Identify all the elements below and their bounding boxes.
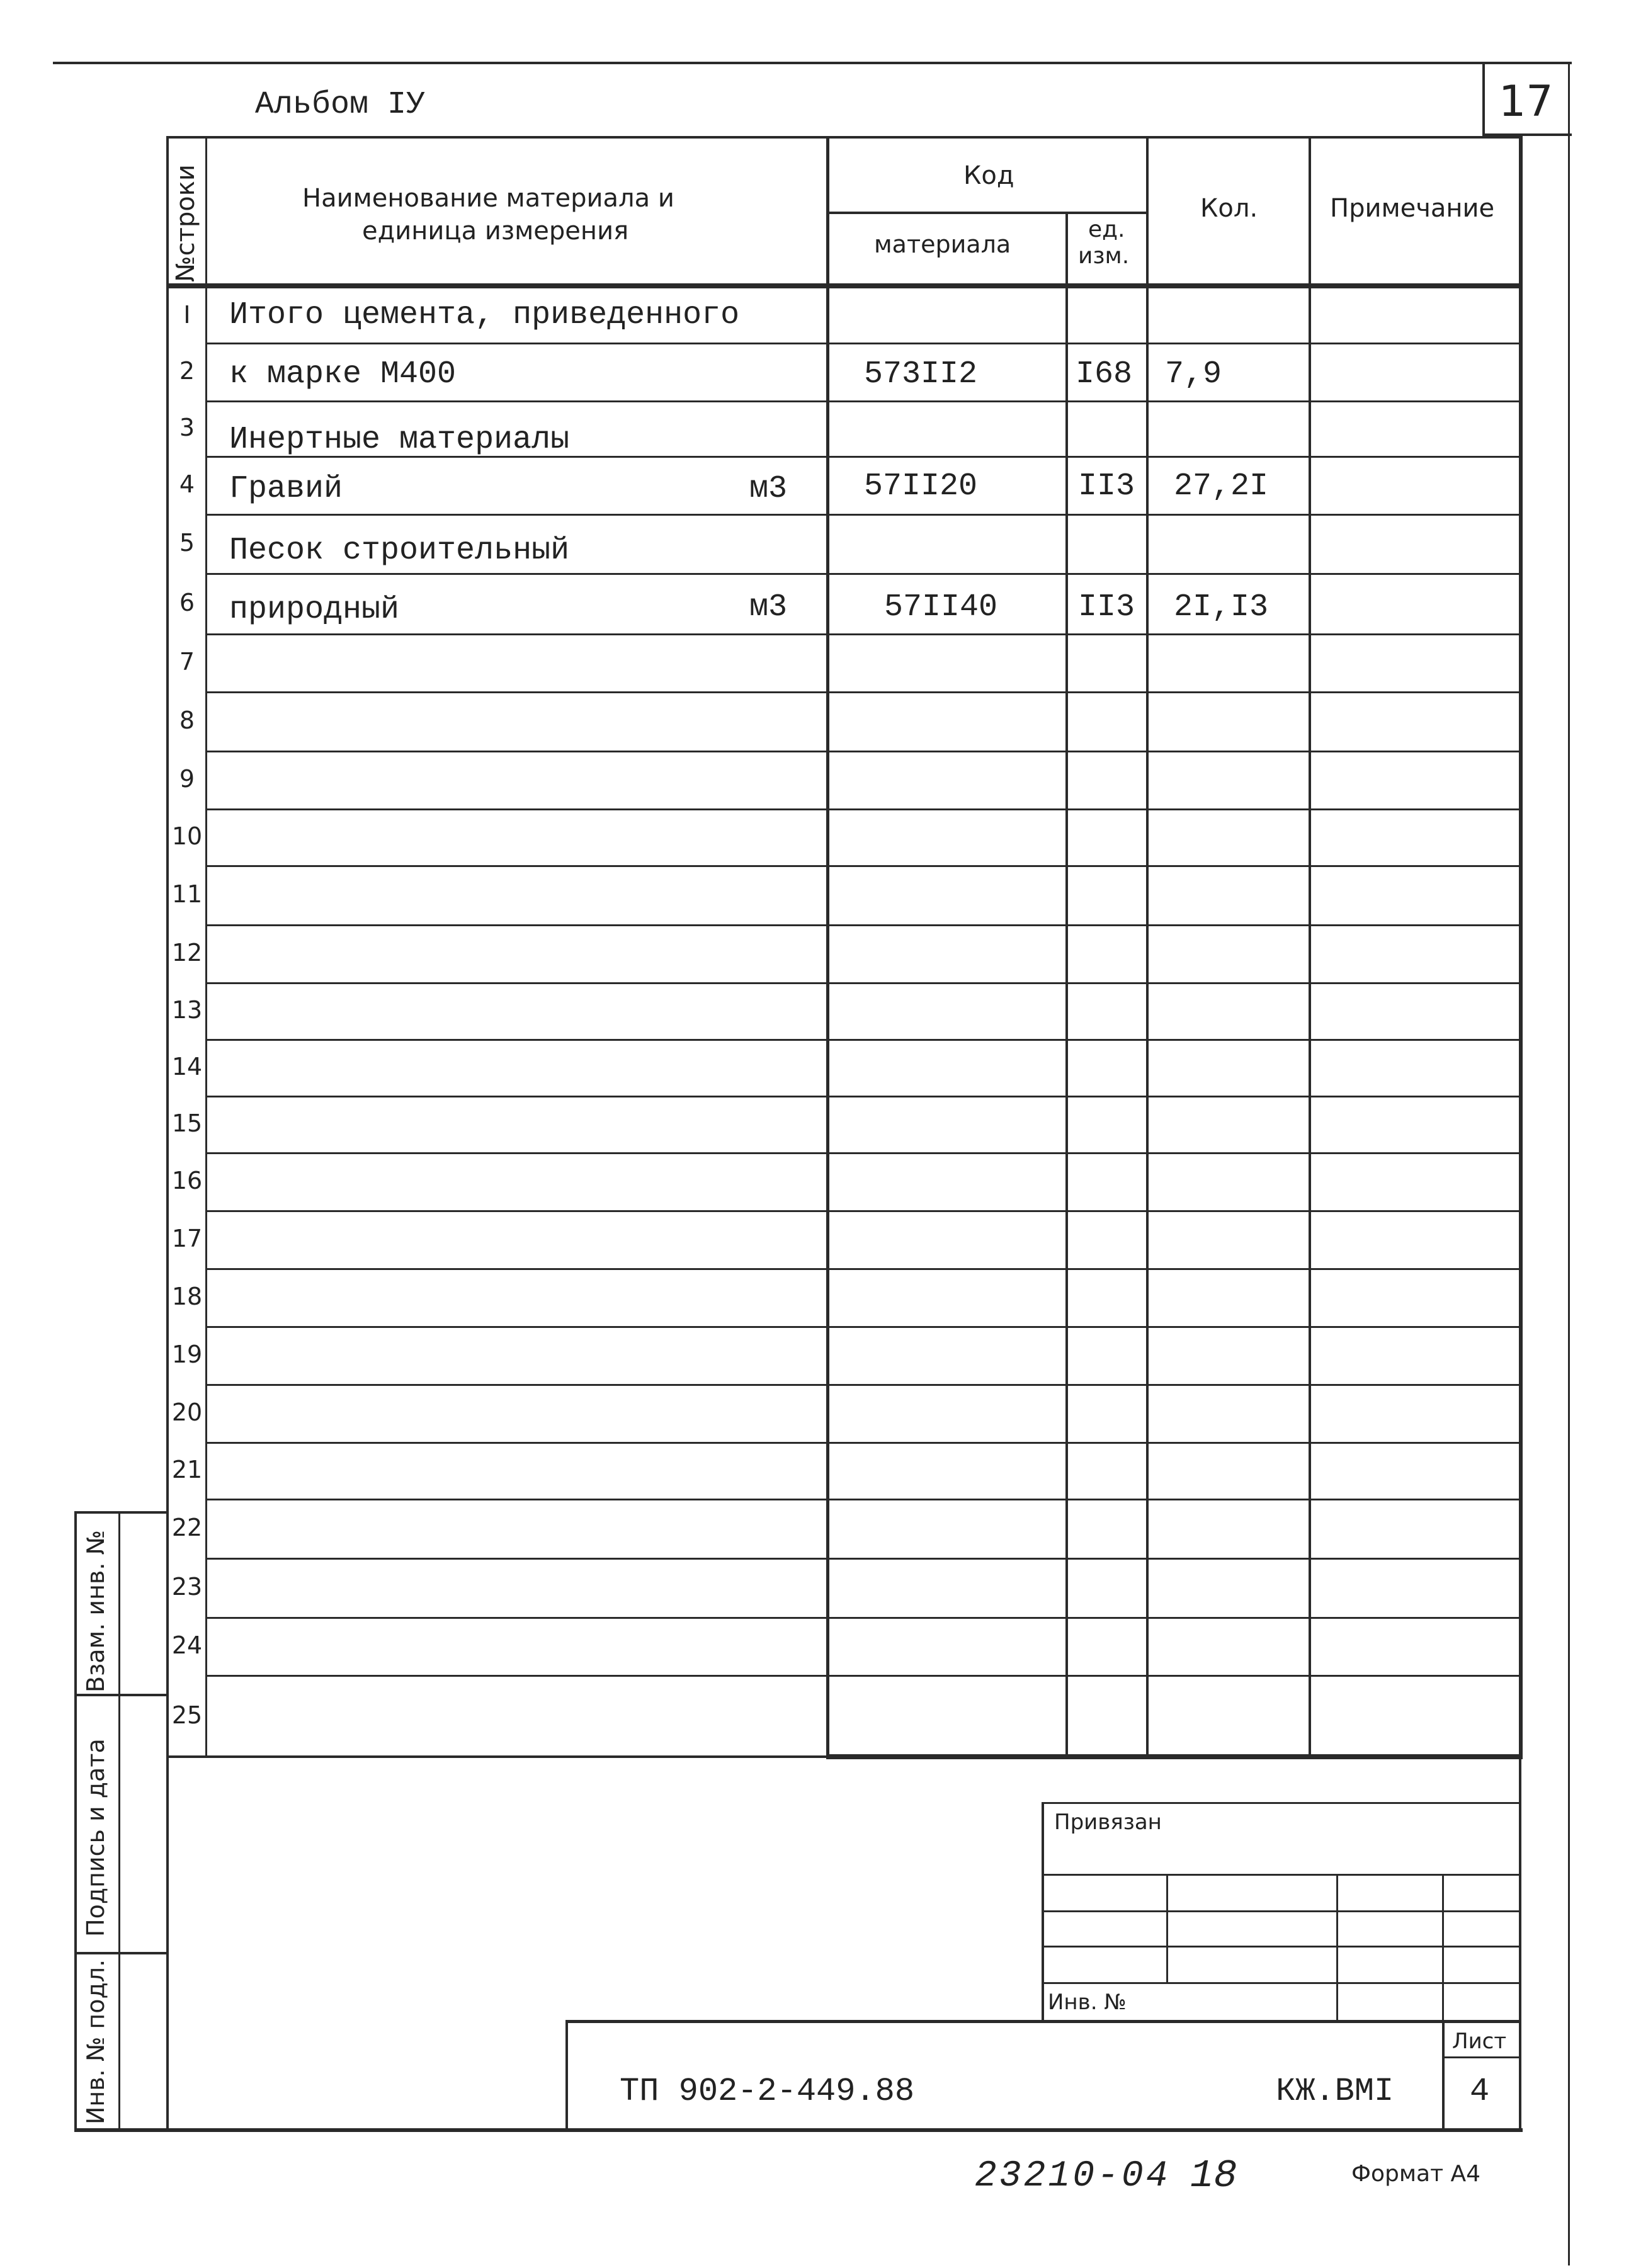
stamp-line-1 — [74, 1694, 168, 1696]
table-bottom-left — [166, 1755, 827, 1758]
header-unit-code-2: изм. — [1078, 243, 1130, 269]
row-line — [205, 1675, 1521, 1677]
header-name-line2: единица измерения — [362, 217, 629, 246]
row-line — [205, 514, 1521, 516]
header-row-no: №строки — [171, 164, 200, 282]
privyazan-top — [1042, 1802, 1521, 1804]
tb-line-a — [1042, 1874, 1521, 1876]
frame-bottom — [74, 2128, 1523, 2132]
row-line — [205, 1268, 1521, 1270]
row-6-unit: м3 — [749, 589, 788, 625]
album-label: Альбом IУ — [255, 87, 426, 123]
handwritten-number: 23210-04 — [975, 2156, 1171, 2197]
tb-line-c — [1042, 1946, 1521, 1948]
header-top — [166, 136, 1523, 139]
row-4-qty: 27,2I — [1174, 468, 1269, 504]
row-line — [205, 1442, 1521, 1444]
doc-mark: КЖ.ВМI — [1276, 2073, 1394, 2110]
tb-col-3 — [1442, 1874, 1444, 2021]
row-line — [205, 1096, 1521, 1097]
page-number-box-left — [1482, 62, 1485, 136]
format-label: Формат А4 — [1351, 2161, 1481, 2187]
table-bottom — [826, 1754, 1523, 1759]
top-rule — [53, 62, 1572, 64]
row-line — [205, 1558, 1521, 1560]
qty-col-border — [1309, 136, 1311, 1758]
privyazan-label: Привязан — [1054, 1810, 1162, 1835]
row-number: 21 — [171, 1456, 203, 1483]
row-number: 4 — [179, 470, 195, 498]
row-line — [205, 1039, 1521, 1041]
row-number: 22 — [171, 1514, 203, 1541]
row-number: 16 — [171, 1167, 203, 1194]
row-number: 20 — [171, 1398, 203, 1426]
row-number: 11 — [171, 880, 203, 908]
row-line — [205, 808, 1521, 810]
row-line — [205, 1499, 1521, 1500]
sheet-label-line — [1442, 2056, 1521, 2058]
row-4-code: 57II20 — [864, 468, 978, 504]
sheet-label: Лист — [1452, 2029, 1507, 2054]
row-number: 17 — [171, 1225, 203, 1252]
row-4-name: Гравий — [229, 471, 343, 507]
stamp-top — [74, 1511, 168, 1514]
row-2-name: к марке М400 — [229, 356, 457, 392]
unit-col-border — [1146, 136, 1149, 1758]
stamp-podpis: Подпись и дата — [82, 1738, 110, 1937]
tb-col-1 — [1166, 1874, 1168, 1983]
row-line — [205, 1326, 1521, 1328]
header-material-code: материала — [874, 230, 1011, 258]
code-subheader-line — [826, 212, 1147, 214]
header-code: Код — [963, 161, 1014, 190]
header-note: Примечание — [1330, 194, 1495, 223]
row-number: 10 — [171, 822, 203, 850]
row-line — [205, 400, 1521, 402]
row-number: 23 — [171, 1573, 203, 1601]
row-6-code: 57II40 — [884, 589, 998, 625]
code-col-split — [1065, 213, 1068, 1758]
header-qty: Кол. — [1200, 194, 1258, 223]
inv-no-label: Инв. № — [1048, 1990, 1127, 2015]
header-unit-code-1: ед. — [1088, 217, 1125, 242]
header-name-line1: Наименование материала и — [302, 184, 674, 213]
row-number: 6 — [179, 589, 195, 616]
row-number: 12 — [171, 939, 203, 967]
row-6-qty: 2I,I3 — [1174, 589, 1269, 625]
tb-line-d — [1042, 1982, 1521, 1984]
name-col-border — [826, 136, 829, 1758]
row-number: 8 — [179, 706, 195, 734]
row-number: 14 — [171, 1053, 203, 1080]
row-number: 13 — [171, 996, 203, 1024]
row-number: 15 — [171, 1109, 203, 1137]
row-number: 5 — [179, 529, 195, 557]
row-6-unit-code: II3 — [1078, 589, 1135, 625]
tb-line-b — [1042, 1910, 1521, 1912]
row-4-unit: м3 — [749, 471, 788, 507]
sheet-value: 4 — [1470, 2073, 1490, 2110]
row-line — [205, 633, 1521, 635]
row-4-unit-code: II3 — [1078, 468, 1135, 504]
row-line — [205, 982, 1521, 984]
stamp-inv-podl: Инв. № подл. — [82, 1959, 110, 2124]
row-5-name: Песок строительный — [229, 533, 570, 569]
title-main-left — [565, 2020, 568, 2131]
row-line — [205, 924, 1521, 926]
row-2-code: 573II2 — [864, 356, 978, 392]
table-right-border — [1519, 136, 1523, 1758]
row-number: 9 — [179, 765, 195, 793]
row-number: 2 — [179, 357, 195, 385]
row-3-name: Инертные материалы — [229, 422, 570, 458]
row-line — [205, 1152, 1521, 1154]
tb-col-2 — [1336, 1874, 1338, 2021]
rowno-col-border — [205, 136, 207, 1758]
row-line — [205, 1210, 1521, 1212]
stamp-line-2 — [74, 1952, 168, 1954]
sheet-col-left — [1442, 2020, 1445, 2131]
row-line — [205, 343, 1521, 344]
stamp-vzam: Взам. инв. № — [82, 1529, 110, 1692]
handwritten-page: 18 — [1190, 2153, 1237, 2198]
row-number: 24 — [171, 1631, 203, 1659]
row-line — [205, 865, 1521, 867]
row-number: 19 — [171, 1341, 203, 1368]
stamp-inner-line — [118, 1511, 120, 2129]
row-number: 18 — [171, 1283, 203, 1310]
row-2-qty: 7,9 — [1165, 356, 1222, 392]
row-line — [205, 691, 1521, 693]
row-line — [205, 573, 1521, 575]
title-right-edge — [1519, 1757, 1521, 2131]
row-line — [205, 751, 1521, 752]
row-line — [205, 1384, 1521, 1386]
doc-code: ТП 902-2-449.88 — [620, 2073, 915, 2110]
right-edge-line — [1568, 62, 1570, 2265]
row-number: 7 — [179, 648, 195, 676]
row-2-unit-code: I68 — [1076, 356, 1133, 392]
row-number: 3 — [179, 414, 195, 441]
row-1-name: Итого цемента, приведенного — [229, 297, 740, 333]
row-number: I — [183, 301, 191, 329]
row-line — [205, 1617, 1521, 1619]
header-bottom — [166, 283, 1523, 288]
page-number: 17 — [1499, 77, 1554, 127]
title-main-top — [565, 2020, 1521, 2023]
row-number: 25 — [171, 1701, 203, 1729]
row-6-name: природный — [229, 592, 400, 628]
stamp-left-edge — [74, 1511, 77, 2129]
